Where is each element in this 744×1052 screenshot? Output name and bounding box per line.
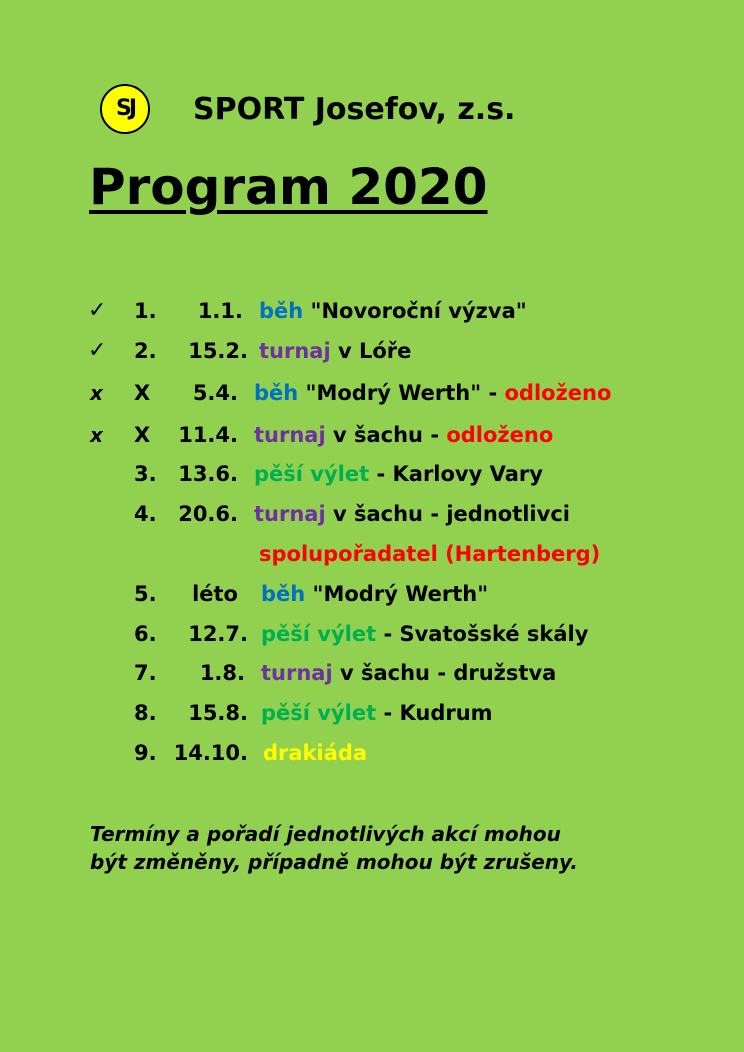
event-description [261, 698, 493, 728]
event-row [0, 336, 744, 366]
logo [100, 84, 150, 134]
event-number: 1. [134, 299, 157, 323]
event-row [0, 738, 744, 768]
event-part: drakiáda [263, 741, 368, 765]
event-row [0, 499, 744, 529]
event-date: 13.6. [178, 462, 238, 486]
event-date: 1.8. [199, 661, 245, 685]
page-title: Program 2020 [89, 158, 488, 216]
event-row [0, 420, 744, 450]
event-part: turnaj [261, 661, 333, 685]
event-number: 2. [134, 339, 157, 363]
event-date: 1.1. [197, 299, 243, 323]
event-description [254, 459, 543, 489]
event-row [0, 658, 744, 688]
event-part: pěší výlet [254, 462, 370, 486]
event-part: "Modrý Werth" - [298, 381, 498, 405]
event-part: v šachu - družstva [332, 661, 557, 685]
event-row [0, 579, 744, 609]
event-part: v šachu - jednotlivci [325, 502, 570, 526]
event-date: léto [192, 582, 238, 606]
event-part: "Modrý Werth" [305, 582, 489, 606]
event-part: běh [259, 299, 304, 323]
event-number: X [134, 423, 151, 447]
event-row [0, 539, 744, 569]
event-description [261, 619, 588, 649]
event-date: 14.10. [173, 741, 248, 765]
event-description [259, 336, 411, 366]
event-part: - Karlovy Vary [369, 462, 543, 486]
event-part: - Svatošské skály [376, 622, 589, 646]
event-number: 8. [134, 701, 157, 725]
event-number: 7. [134, 661, 157, 685]
event-description [259, 539, 600, 569]
note-line-1: Termíny a pořadí jednotlivých akcí mohou [90, 822, 561, 846]
event-date: 11.4. [178, 423, 238, 447]
note-line-2: být změněny, případně mohou být zrušeny. [90, 850, 578, 874]
event-part: v Lóře [330, 339, 412, 363]
event-description [261, 658, 556, 688]
event-part: turnaj [259, 339, 331, 363]
event-number: 5. [134, 582, 157, 606]
event-description [263, 738, 367, 768]
event-row [0, 378, 744, 408]
event-description [259, 296, 527, 326]
note [90, 820, 578, 876]
event-description [254, 378, 611, 408]
checkmark-icon: ✓ [88, 338, 107, 363]
event-part: spolupořadatel (Hartenberg) [259, 542, 601, 566]
event-part: "Novoroční výzva" [303, 299, 527, 323]
event-date: 15.2. [188, 339, 248, 363]
club-name: SPORT Josefov, z.s. [193, 92, 516, 127]
cross-icon: x [90, 423, 103, 447]
event-number: 6. [134, 622, 157, 646]
event-date: 12.7. [188, 622, 248, 646]
event-part: v šachu - [325, 423, 440, 447]
checkmark-icon: ✓ [88, 298, 107, 323]
event-row [0, 619, 744, 649]
event-part: běh [254, 381, 299, 405]
event-number: 3. [134, 462, 157, 486]
event-part: běh [261, 582, 306, 606]
event-description [254, 420, 553, 450]
event-part: turnaj [254, 502, 326, 526]
event-part: pěší výlet [261, 622, 377, 646]
event-number: 9. [134, 741, 157, 765]
cross-icon: x [90, 381, 103, 405]
event-date: 5.4. [192, 381, 238, 405]
event-number: 4. [134, 502, 157, 526]
event-date: 20.6. [178, 502, 238, 526]
event-date: 15.8. [188, 701, 248, 725]
event-description [261, 579, 488, 609]
event-number: X [134, 381, 151, 405]
event-part: pěší výlet [261, 701, 377, 725]
logo-text: SJ [115, 96, 135, 121]
event-description [254, 499, 570, 529]
event-row [0, 698, 744, 728]
event-part: turnaj [254, 423, 326, 447]
event-row [0, 459, 744, 489]
event-row [0, 296, 744, 326]
event-part: - Kudrum [376, 701, 493, 725]
event-part: odloženo [439, 423, 554, 447]
event-part: odloženo [497, 381, 612, 405]
